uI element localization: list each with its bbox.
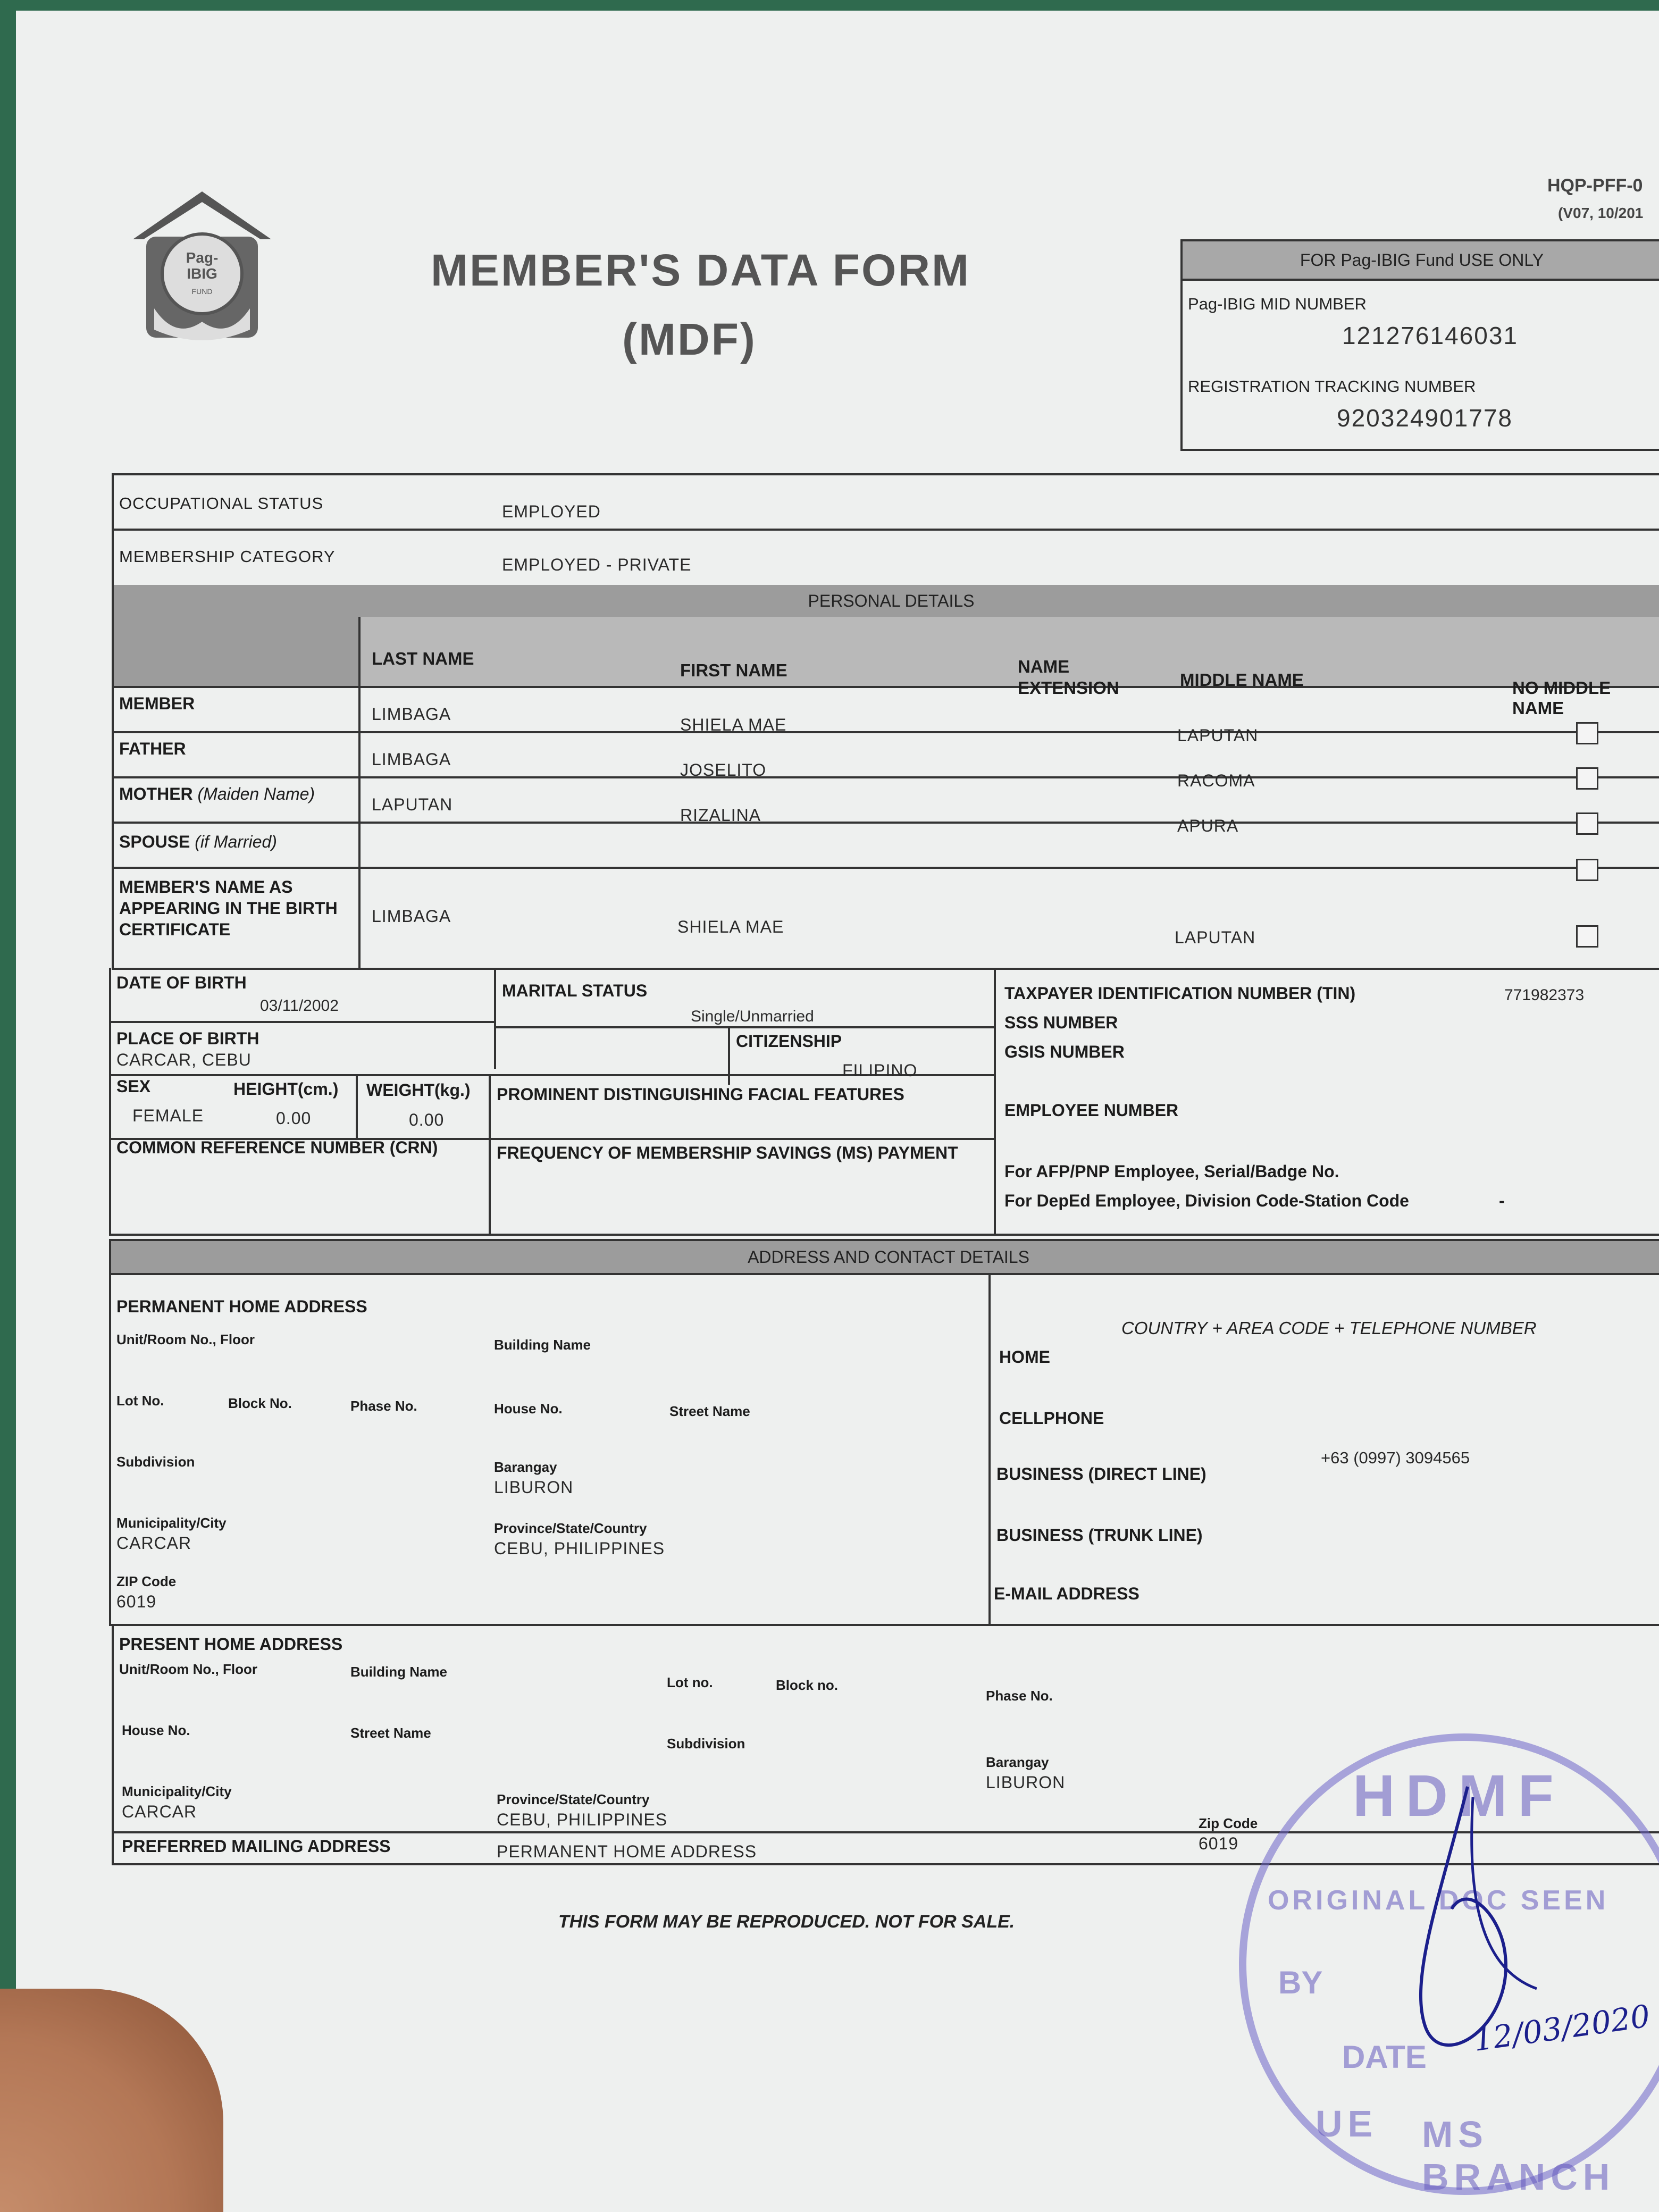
- row-divider-head: [114, 686, 1659, 688]
- phone-header: COUNTRY + AREA CODE + TELEPHONE NUMBER: [1121, 1318, 1537, 1338]
- sss-label: SSS NUMBER: [1004, 1013, 1118, 1032]
- personal-details-header-bar: [112, 585, 1659, 619]
- row-divider-3: [114, 822, 1659, 824]
- row-mother-label: [119, 784, 315, 804]
- col-divider-1: [358, 617, 361, 968]
- no-middle-checkbox-spouse[interactable]: [1576, 859, 1598, 881]
- street-label: Street Name: [669, 1403, 750, 1419]
- address-header-bar: [109, 1239, 1659, 1275]
- citizenship-value: FILIPINO: [842, 1061, 918, 1080]
- birthcert-last: LIMBAGA: [372, 907, 451, 926]
- rtn-label: REGISTRATION TRACKING NUMBER: [1188, 377, 1476, 396]
- business-direct-label: BUSINESS (DIRECT LINE): [996, 1464, 1206, 1484]
- home-phone-label: HOME: [999, 1347, 1050, 1367]
- logo-subtext: FUND: [191, 287, 213, 296]
- birthcert-label-1: MEMBER'S NAME AS: [119, 877, 293, 896]
- row-member-first: SHIELA MAE: [680, 715, 787, 734]
- p-zip-value: 6019: [1199, 1834, 1239, 1853]
- status-divider: [114, 529, 1659, 531]
- zip-value: 6019: [116, 1592, 157, 1611]
- sex-label: SEX: [116, 1077, 151, 1096]
- row-member-label: MEMBER: [119, 694, 195, 713]
- house-label: House No.: [494, 1401, 563, 1417]
- address-header: ADDRESS AND CONTACT DETAILS: [748, 1247, 1029, 1267]
- membership-category-label: MEMBERSHIP CATEGORY: [119, 547, 336, 566]
- divider-height: [356, 1074, 358, 1138]
- footer-note: THIS FORM MAY BE REPRODUCED. NOT FOR SALE.: [558, 1912, 1015, 1932]
- logo-text: Pag-IBIG: [186, 249, 219, 282]
- row-spouse-note: (if Married): [195, 832, 277, 851]
- deped-label: For DepEd Employee, Division Code-Station Code: [1004, 1191, 1409, 1210]
- divider-weight: [489, 1074, 491, 1234]
- personal-table: [112, 617, 1659, 970]
- p-barangay-value: LIBURON: [986, 1773, 1066, 1792]
- barangay-label: Barangay: [494, 1459, 557, 1475]
- row-father-last: LIMBAGA: [372, 750, 451, 769]
- form-title-abbrev: (MDF): [622, 314, 757, 364]
- no-middle-checkbox-member[interactable]: [1576, 722, 1598, 744]
- crn-label: COMMON REFERENCE NUMBER (CRN): [116, 1138, 438, 1157]
- form-code: HQP-PFF-0: [1547, 175, 1643, 196]
- unit-label: Unit/Room No., Floor: [116, 1331, 255, 1347]
- dob-value: 03/11/2002: [260, 997, 339, 1015]
- cellphone-label: CELLPHONE: [999, 1409, 1104, 1428]
- province-value: CEBU, PHILIPPINES: [494, 1539, 665, 1558]
- stamp-text-bottom: MS BRANCH: [1422, 2114, 1615, 2198]
- business-trunk-label: BUSINESS (TRUNK LINE): [996, 1526, 1203, 1545]
- col-name-ext-2: EXTENSION: [1018, 678, 1119, 698]
- building-label: Building Name: [494, 1337, 591, 1353]
- p-subdivision-label: Subdivision: [667, 1736, 745, 1752]
- features-label: PROMINENT DISTINGUISHING FACIAL FEATURES: [497, 1085, 904, 1104]
- col-no-middle-name: NO MIDDLE NAME: [1512, 678, 1611, 718]
- afp-label: For AFP/PNP Employee, Serial/Badge No.: [1004, 1162, 1339, 1181]
- pob-value: CARCAR, CEBU: [116, 1050, 252, 1069]
- divider-dob-marital: [494, 968, 496, 1069]
- stamp-text-date: DATE: [1342, 2039, 1427, 2075]
- pob-label: PLACE OF BIRTH: [116, 1029, 259, 1048]
- divider-marital: [494, 1026, 994, 1028]
- form-sheet: [16, 11, 1659, 2212]
- p-lot-label: Lot no.: [667, 1674, 713, 1690]
- tin-label: TAXPAYER IDENTIFICATION NUMBER (TIN): [1004, 984, 1356, 1003]
- mailing-value: PERMANENT HOME ADDRESS: [497, 1842, 757, 1861]
- height-value: 0.00: [276, 1109, 312, 1128]
- personal-table-corner: [114, 617, 358, 686]
- phase-label: Phase No.: [350, 1398, 417, 1414]
- row-mother-note: (Maiden Name): [197, 784, 315, 803]
- present-address-label: PRESENT HOME ADDRESS: [119, 1635, 343, 1654]
- p-city-label: Municipality/City: [122, 1783, 232, 1799]
- birthcert-middle: LAPUTAN: [1175, 928, 1256, 947]
- p-barangay-label: Barangay: [986, 1754, 1049, 1770]
- membership-category-value: EMPLOYED - PRIVATE: [502, 555, 692, 574]
- address-col-divider: [988, 1273, 991, 1624]
- col-middle-name: MIDDLE NAME: [1180, 670, 1304, 690]
- divider-right-column: [994, 968, 996, 1234]
- col-first-name: FIRST NAME: [680, 660, 787, 680]
- row-father-label: FATHER: [119, 739, 186, 758]
- no-middle-checkbox-mother[interactable]: [1576, 812, 1598, 835]
- pag-ibig-logo: [122, 186, 282, 346]
- stamp-text-by: BY: [1278, 1965, 1323, 2000]
- occupational-status-value: EMPLOYED: [502, 502, 601, 521]
- height-label: HEIGHT(cm.): [233, 1079, 339, 1099]
- row-mother-middle: APURA: [1177, 816, 1239, 835]
- zip-label: ZIP Code: [116, 1573, 177, 1589]
- tin-value: 771982373: [1504, 986, 1585, 1004]
- row-divider-4: [114, 867, 1659, 869]
- employee-number-label: EMPLOYEE NUMBER: [1004, 1101, 1179, 1120]
- province-label: Province/State/Country: [494, 1520, 647, 1536]
- city-label: Municipality/City: [116, 1515, 227, 1531]
- permanent-address-block: [109, 1273, 1659, 1626]
- frequency-label: FREQUENCY OF MEMBERSHIP SAVINGS (MS) PAYMENT: [497, 1143, 958, 1162]
- occupational-status-label: OCCUPATIONAL STATUS: [119, 494, 324, 513]
- stamp-text-mid: ORIGINAL DOC SEEN: [1268, 1885, 1609, 1916]
- form-title: MEMBER'S DATA FORM: [431, 245, 970, 295]
- row-mother-last: LAPUTAN: [372, 795, 453, 814]
- form-version: (V07, 10/201: [1558, 205, 1644, 221]
- p-unit-label: Unit/Room No., Floor: [119, 1661, 257, 1677]
- row-father-middle: RACOMA: [1177, 771, 1255, 790]
- marital-value: Single/Unmarried: [691, 1008, 814, 1025]
- stamp-text-top: HDMF: [1353, 1763, 1564, 1829]
- marital-label: MARITAL STATUS: [502, 981, 648, 1000]
- rtn-value: 920324901778: [1337, 404, 1513, 432]
- row-spouse-title: SPOUSE: [119, 832, 195, 851]
- citizenship-label: CITIZENSHIP: [736, 1032, 842, 1051]
- p-province-label: Province/State/Country: [497, 1791, 650, 1807]
- lot-label: Lot No.: [116, 1393, 164, 1409]
- handwritten-signature: [1345, 1776, 1653, 2095]
- row-mother-title: MOTHER: [119, 784, 198, 803]
- col-name-ext-1: NAME: [1018, 657, 1070, 676]
- personal-details-header: PERSONAL DETAILS: [808, 591, 975, 610]
- row-mother-first: RIZALINA: [680, 806, 761, 825]
- p-phase-label: Phase No.: [986, 1688, 1053, 1704]
- office-use-box: [1180, 239, 1659, 451]
- birthcert-first: SHIELA MAE: [677, 917, 784, 936]
- barangay-value: LIBURON: [494, 1478, 574, 1497]
- row-father-first: JOSELITO: [680, 760, 767, 780]
- p-building-label: Building Name: [350, 1664, 448, 1680]
- weight-label: WEIGHT(kg.): [366, 1080, 471, 1100]
- block-label: Block No.: [228, 1395, 292, 1411]
- handwritten-date: 12/03/2020: [1471, 1998, 1653, 2058]
- subdivision-label: Subdivision: [116, 1454, 195, 1470]
- p-zip-label: Zip Code: [1199, 1815, 1258, 1831]
- deped-value: -: [1499, 1191, 1505, 1210]
- row-divider-1: [114, 731, 1659, 733]
- permanent-address-label: PERMANENT HOME ADDRESS: [116, 1297, 367, 1316]
- mid-label: Pag-IBIG MID NUMBER: [1188, 295, 1367, 313]
- p-house-label: House No.: [122, 1722, 190, 1738]
- row-member-last: LIMBAGA: [372, 705, 451, 724]
- divider-dob: [111, 1021, 494, 1023]
- office-use-header-bar: [1183, 241, 1659, 281]
- p-province-value: CEBU, PHILIPPINES: [497, 1810, 668, 1829]
- no-middle-checkbox-father[interactable]: [1576, 767, 1598, 790]
- stamp-text-bottom-prefix: UE: [1316, 2103, 1378, 2144]
- office-use-header: FOR Pag-IBIG Fund USE ONLY: [1300, 250, 1544, 270]
- dob-label: DATE OF BIRTH: [116, 973, 247, 992]
- mid-value: 121276146031: [1342, 322, 1518, 349]
- birthcert-label-3: CERTIFICATE: [119, 920, 231, 939]
- mailing-label: PREFERRED MAILING ADDRESS: [122, 1837, 391, 1856]
- personal-table-head: [358, 617, 1659, 686]
- p-street-label: Street Name: [350, 1725, 431, 1741]
- cellphone-value: +63 (0997) 3094565: [1321, 1448, 1470, 1467]
- email-label: E-MAIL ADDRESS: [994, 1584, 1139, 1603]
- no-middle-checkbox-birthcert[interactable]: [1576, 925, 1598, 948]
- status-block: [112, 473, 1659, 589]
- birthcert-label-2: APPEARING IN THE BIRTH: [119, 899, 338, 918]
- p-block-label: Block no.: [776, 1677, 839, 1693]
- col-last-name: LAST NAME: [372, 649, 474, 668]
- personal-lower-block: [109, 968, 1659, 1236]
- city-value: CARCAR: [116, 1534, 192, 1553]
- row-spouse-label: [119, 832, 277, 852]
- row-divider-2: [114, 776, 1659, 778]
- weight-value: 0.00: [409, 1110, 445, 1129]
- gsis-label: GSIS NUMBER: [1004, 1042, 1125, 1061]
- row-member-middle: LAPUTAN: [1177, 726, 1259, 745]
- sex-value: FEMALE: [132, 1106, 204, 1125]
- p-city-value: CARCAR: [122, 1802, 197, 1821]
